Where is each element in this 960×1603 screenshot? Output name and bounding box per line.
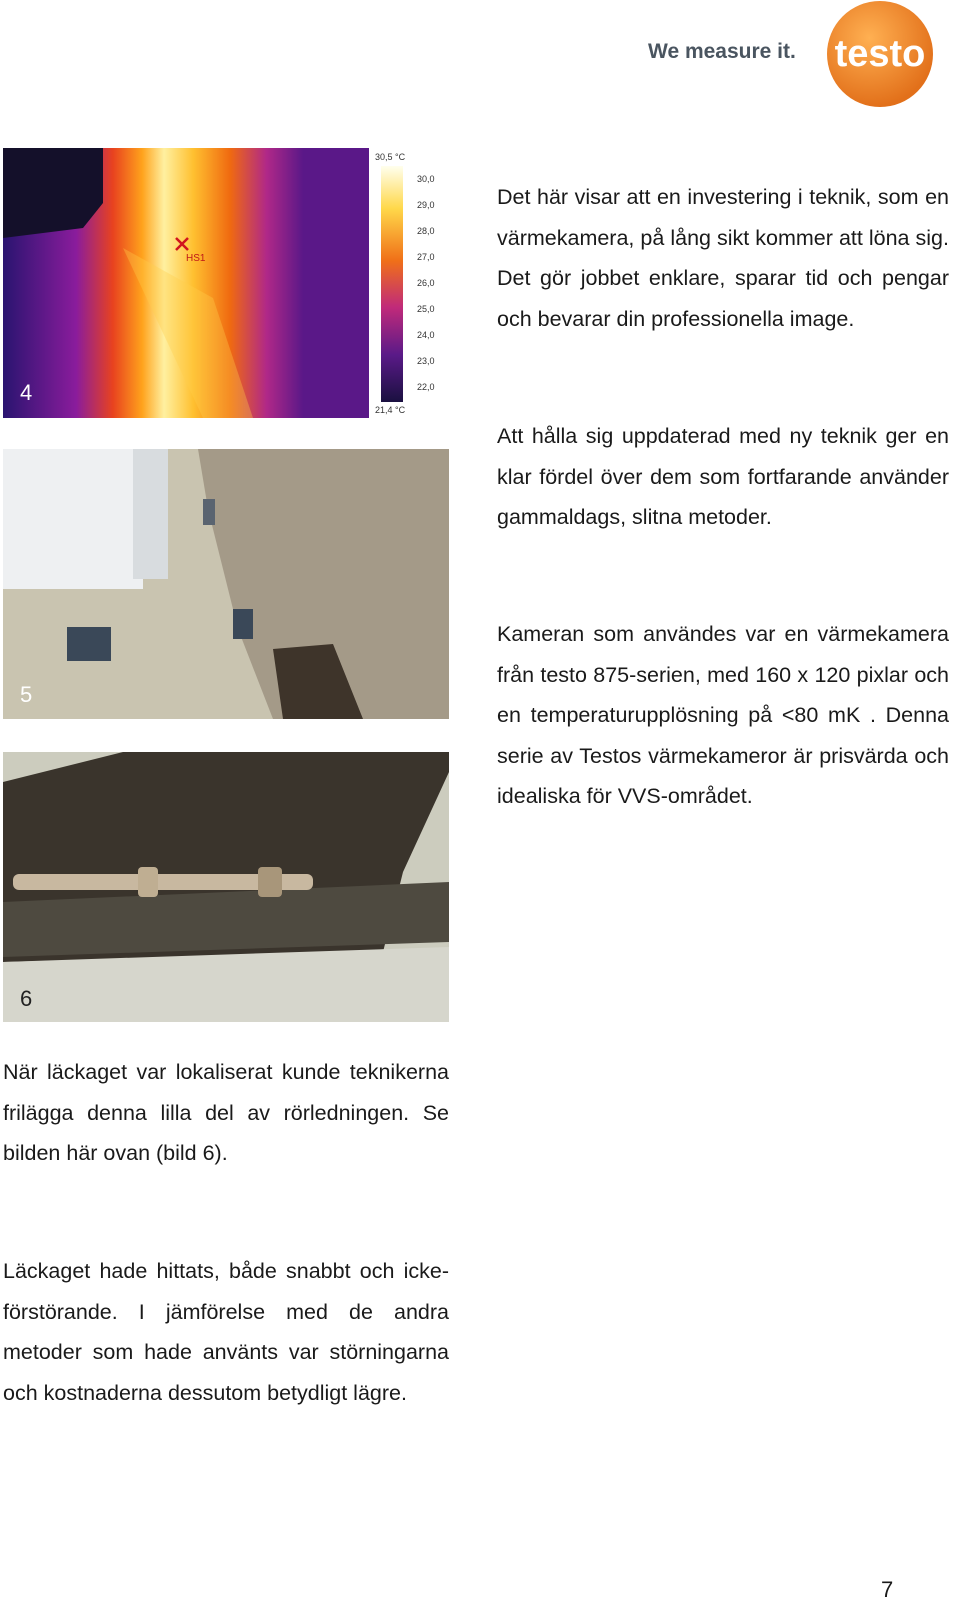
paragraph-investment: Det här visar att en investering i teknik, som en värmekamera, på lång sikt kommer att löna sig. Det gör jobbet enklare, sparar tid och pengar och bevarar din professionella image. xyxy=(497,185,949,331)
paragraph-camera: Kameran som användes var en värmekamera från testo 875-serien, med 160 x 120 pixlar och en temperaturupplösning på <80 mK . Denna serie av Testos värmekameror är prisvärda och idealiska för VVS-området. xyxy=(497,622,949,808)
scale-tick: 27,0 xyxy=(417,252,435,262)
scale-min: 21,4 °C xyxy=(375,405,406,415)
scale-tick: 24,0 xyxy=(417,330,435,340)
scale-tick: 30,0 xyxy=(417,174,435,184)
logo-text: testo xyxy=(834,33,926,75)
scale-tick: 23,0 xyxy=(417,356,435,366)
scale-tick: 29,0 xyxy=(417,200,435,210)
scale-max: 30,5 °C xyxy=(375,152,406,162)
scale-tick: 28,0 xyxy=(417,226,435,236)
figure-number-5: 5 xyxy=(20,682,33,707)
paragraph-leak-found: Läckaget hade hittats, både snabbt och icke-förstörande. I jämförelse med de andra metoder som hade använts var störningarna och kostnaderna dessutom betydligt lägre. xyxy=(3,1259,449,1405)
testo-logo xyxy=(824,0,936,108)
thermal-image xyxy=(3,148,449,418)
scale-tick: 22,0 xyxy=(417,382,435,392)
pipe-photo xyxy=(3,752,449,1022)
hotspot-label: HS1 xyxy=(186,253,206,264)
figure-number-6: 6 xyxy=(20,986,33,1011)
page-number: 7 xyxy=(881,1577,894,1602)
floor-photo xyxy=(3,449,449,719)
scale-tick: 26,0 xyxy=(417,278,435,288)
paragraph-technology: Att hålla sig uppdaterad med ny teknik ger en klar fördel över dem som fortfarande använder gammaldags, slitna metoder. xyxy=(497,424,949,529)
paragraph-leak-located: När läckaget var lokaliserat kunde teknikerna frilägga denna lilla del av rörledningen. Se bilden här ovan (bild 6). xyxy=(3,1060,449,1165)
scale-tick: 25,0 xyxy=(417,304,435,314)
header-tagline: We measure it. xyxy=(648,40,796,63)
figure-number-4: 4 xyxy=(20,380,33,405)
